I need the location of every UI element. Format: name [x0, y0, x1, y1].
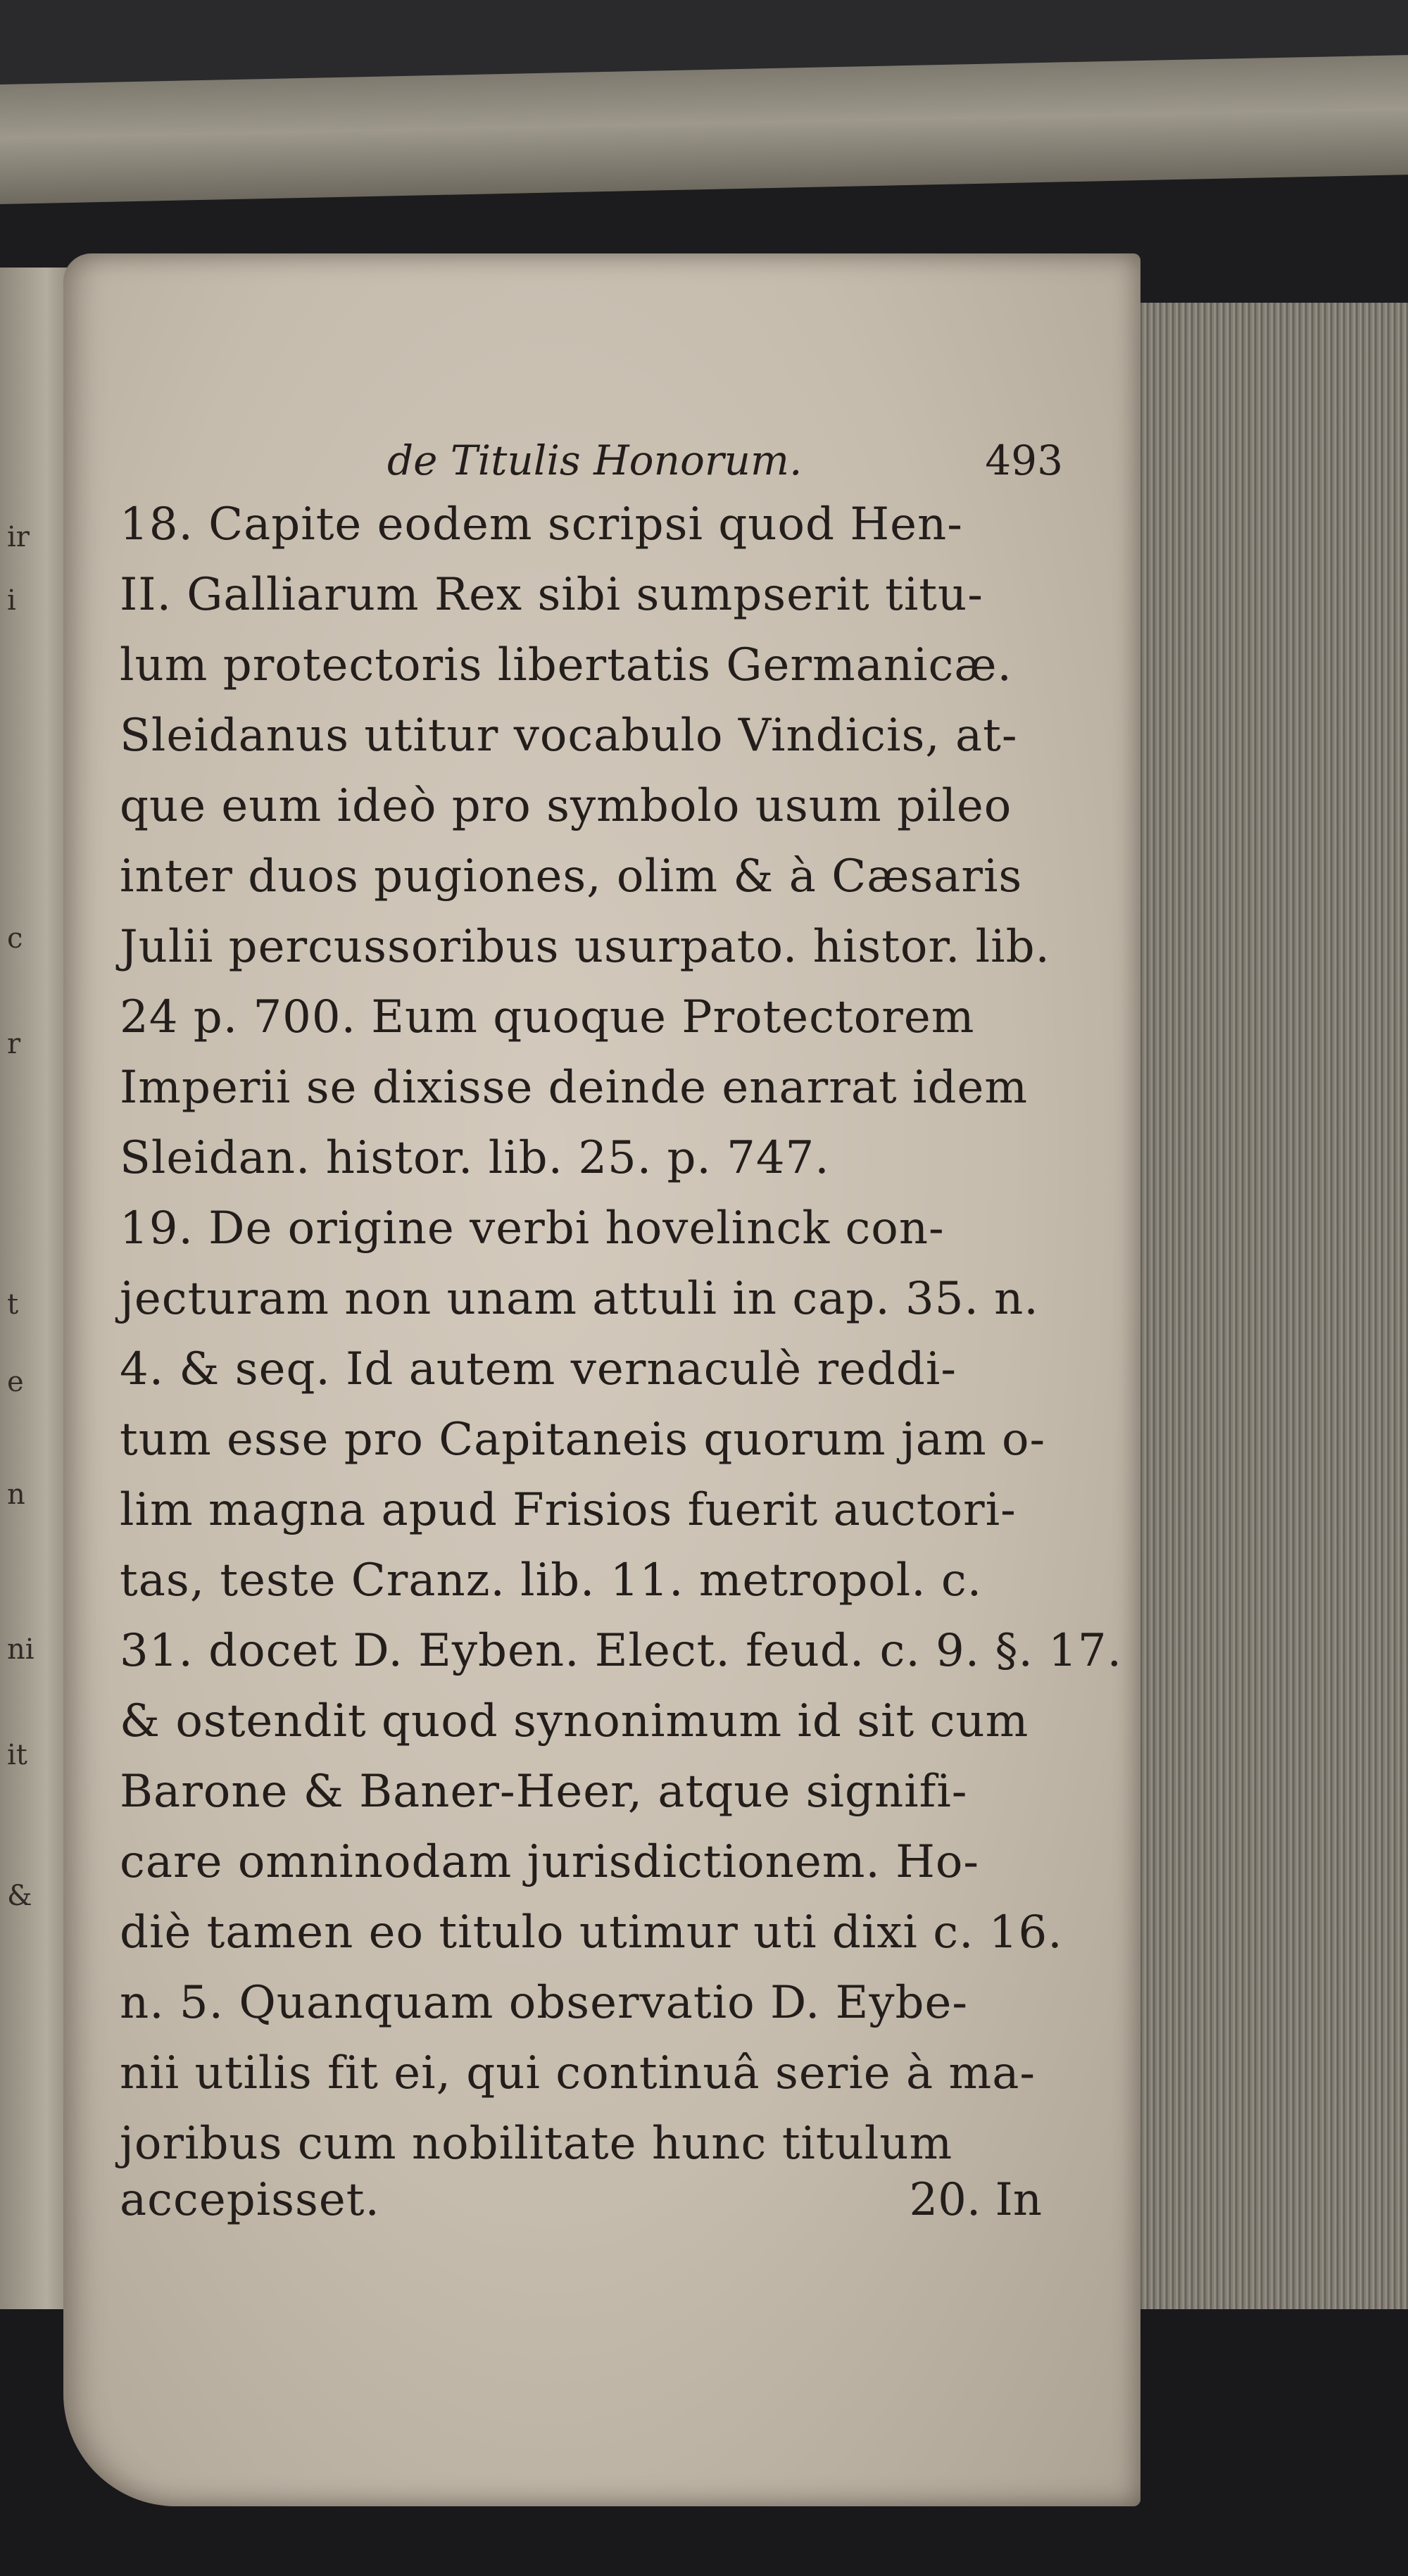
text-line: n. 5. Quanquam observatio D. Eybe-: [120, 1977, 968, 2029]
catchword: 20. In: [909, 2174, 1042, 2226]
text-line: joribus cum nobilitate hunc titulum: [120, 2118, 953, 2170]
text-line: Imperii se dixisse deinde enarrat idem: [120, 1062, 1029, 1114]
text-line: care omninodam jurisdictionem. Ho-: [120, 1836, 980, 1888]
left-page-fragment: it: [7, 1739, 27, 1771]
text-line: nii utilis fit ei, qui continuâ serie à ma-: [120, 2047, 1036, 2099]
text-line: tas, teste Cranz. lib. 11. metropol. c.: [120, 1554, 983, 1607]
text-line: 24 p. 700. Eum quoque Protectorem: [120, 991, 975, 1043]
text-line: Julii percussoribus usurpato. histor. lib.: [120, 921, 1050, 973]
text-line: Sleidanus utitur vocabulo Vindicis, at-: [120, 710, 1018, 762]
left-page-fragment: i: [7, 584, 16, 617]
text-line: diè tamen eo titulo utimur uti dixi c. 16.: [120, 1906, 1063, 1959]
text-line: lim magna apud Frisios fuerit auctori-: [120, 1484, 1017, 1536]
left-page-fragment: &: [7, 1880, 32, 1912]
left-page-fragment: c: [7, 922, 23, 955]
text-line: jecturam non unam attuli in cap. 35. n.: [120, 1273, 1039, 1325]
left-page-fragment: e: [7, 1366, 24, 1398]
running-head-title: de Titulis Honorum.: [387, 436, 803, 484]
page-stack-edge: [1126, 303, 1408, 2513]
left-page-fragment: r: [7, 1028, 21, 1060]
text-line: tum esse pro Capitaneis quorum jam o-: [120, 1414, 1046, 1466]
text-line: 18. Capite eodem scripsi quod Hen-: [120, 498, 963, 551]
page-text-block: [120, 436, 1122, 2226]
text-line: 31. docet D. Eyben. Elect. feud. c. 9. §. 17.: [120, 1625, 1122, 1677]
text-line: inter duos pugiones, olim & à Cæsaris: [120, 850, 1023, 903]
text-line: Barone & Baner-Heer, atque signifi-: [120, 1766, 968, 1818]
text-line: & ostendit quod synonimum id sit cum: [120, 1695, 1029, 1747]
text-line: que eum ideò pro symbolo usum pileo: [120, 780, 1012, 832]
text-line: accepisset.: [120, 2174, 380, 2226]
text-line: 4. & seq. Id autem vernaculè reddi-: [120, 1343, 957, 1395]
text-line: lum protectoris libertatis Germanicæ.: [120, 639, 1012, 691]
left-page-fragment: t: [7, 1288, 19, 1321]
text-line: Sleidan. histor. lib. 25. p. 747.: [120, 1132, 830, 1184]
text-line: II. Galliarum Rex sibi sumpserit titu-: [120, 569, 983, 621]
page-number: 493: [985, 436, 1063, 484]
left-page-fragment: ir: [7, 521, 30, 553]
left-page-fragment: ni: [7, 1633, 34, 1666]
text-line: 19. De origine verbi hovelinck con-: [120, 1202, 945, 1255]
left-page-fragment: n: [7, 1478, 25, 1511]
